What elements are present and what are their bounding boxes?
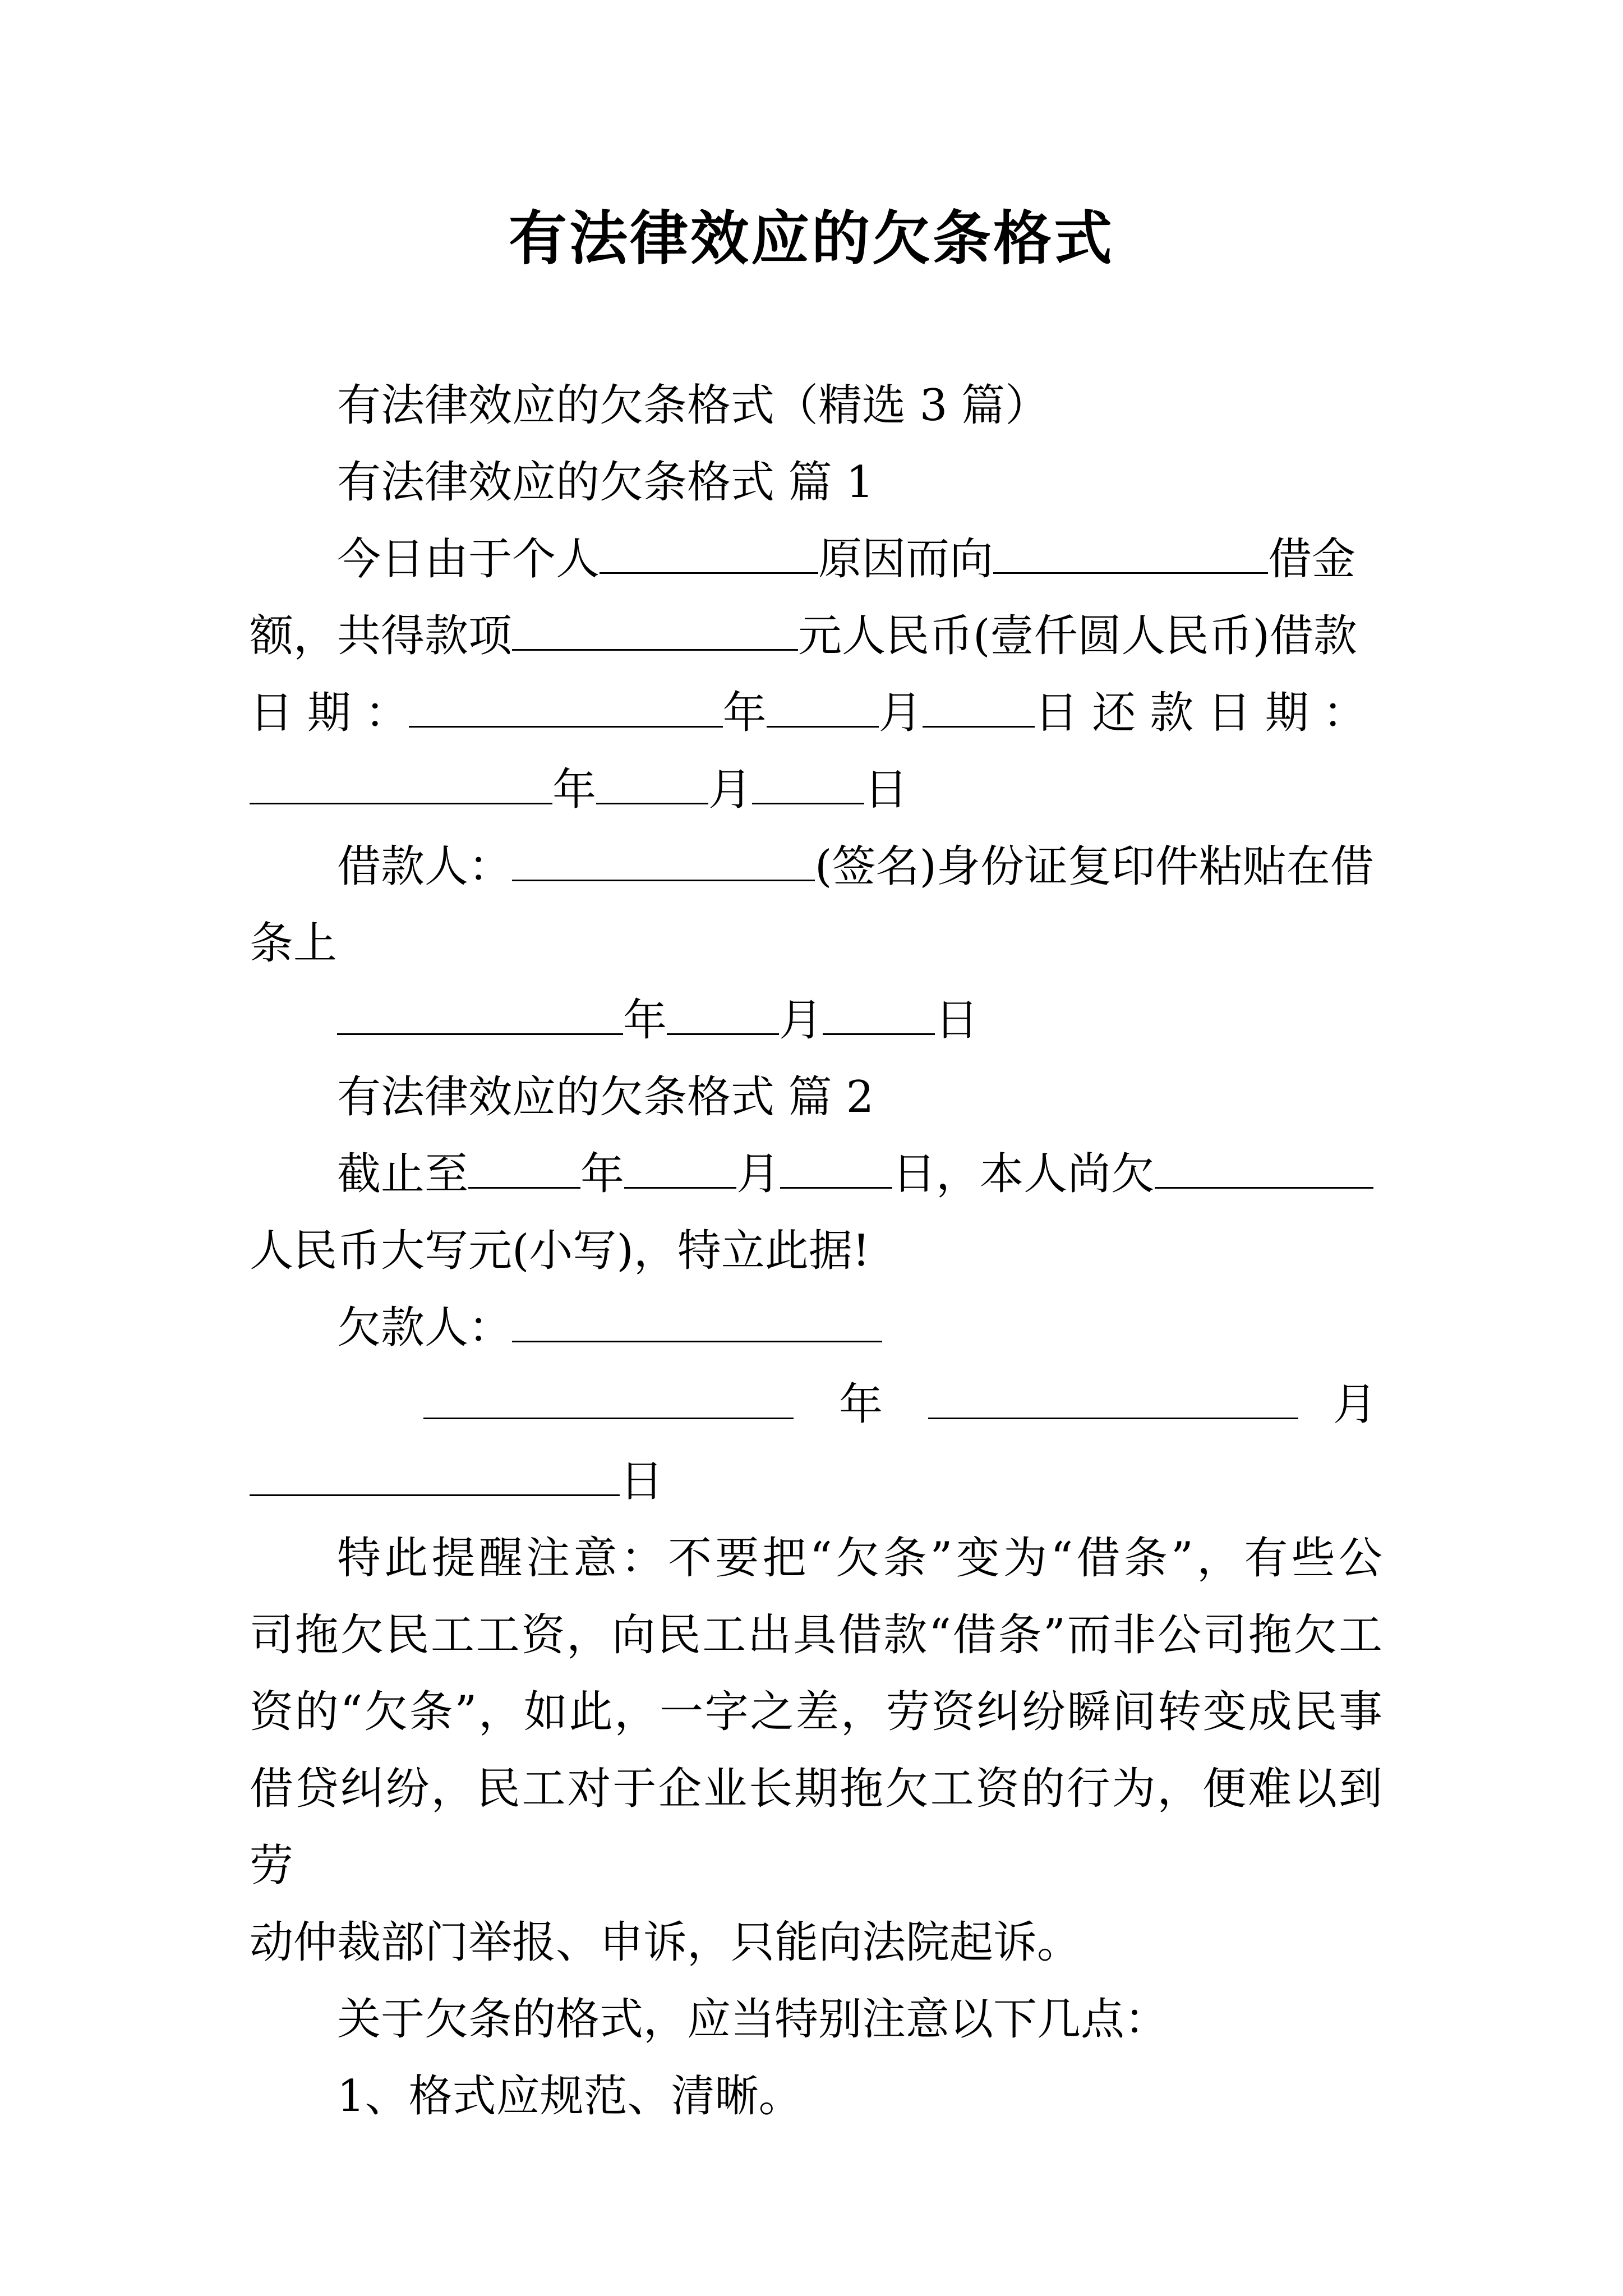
- blank-line: [993, 535, 1268, 574]
- blank-line: [409, 689, 723, 728]
- blank-line: [596, 766, 708, 804]
- blank-line: [624, 1150, 736, 1189]
- text: 年: [552, 765, 597, 815]
- page-title: 有法律效应的欠条格式: [508, 204, 1114, 273]
- text: 月: [736, 1149, 781, 1199]
- debt-line-2: 人民币大写元(小写)，特立此据!: [250, 1226, 870, 1276]
- date-line: [250, 982, 1382, 1059]
- text: 年: [580, 1149, 625, 1199]
- blank-line: [423, 1381, 794, 1419]
- blank-line: [337, 996, 623, 1035]
- loan-line-4: [250, 752, 1382, 829]
- text: 月: [708, 765, 753, 815]
- blank-line: [780, 1150, 892, 1189]
- text: 元人民币(壹仟圆人民币)借款: [798, 611, 1357, 661]
- borrower-line-cont: 条上: [250, 918, 338, 969]
- blank-line: [1155, 1150, 1373, 1189]
- debt-line-1: [250, 1136, 1382, 1213]
- text: 月: [878, 688, 923, 738]
- debtor-line: [250, 1290, 1382, 1366]
- text: 日，本人尚欠: [892, 1149, 1155, 1199]
- text: 日: [864, 765, 909, 815]
- text: 月: [779, 995, 823, 1046]
- borrower-line: [250, 829, 1382, 905]
- blank-line: [752, 766, 864, 804]
- loan-line-3: [250, 675, 1382, 752]
- notice-line-5: 动仲裁部门举报、申诉，只能向法院起诉。: [250, 1917, 1081, 1968]
- blank-line: [250, 766, 552, 804]
- section-heading-1: 有法律效应的欠条格式 篇 1: [337, 457, 874, 508]
- text: 日 还 款 日 期 ：: [1034, 688, 1367, 738]
- text: 日: [935, 995, 979, 1046]
- blank-line: [667, 996, 779, 1035]
- notice-line-2: 司拖欠民工工资，向民工出具借款“借条”而非公司拖欠工: [250, 1610, 1382, 1660]
- notice-line-3: 资的“欠条”，如此，一字之差，劳资纠纷瞬间转变成民事: [250, 1687, 1382, 1737]
- text: 借款人：: [337, 841, 513, 892]
- debt-date-line: [250, 1366, 1382, 1443]
- document-body: [250, 367, 1382, 2135]
- format-point-1: 1、格式应规范、清晰。: [337, 2071, 803, 2122]
- text: 年: [838, 1379, 883, 1430]
- text: 年: [722, 688, 767, 738]
- loan-line-1: [250, 521, 1382, 598]
- text: 日 期 ：: [250, 688, 409, 738]
- blank-line: [923, 689, 1035, 728]
- text: 今日由于个人: [337, 534, 600, 585]
- text: 欠款人：: [337, 1303, 513, 1353]
- blank-line: [767, 689, 879, 728]
- intro-line: 有法律效应的欠条格式（精选 3 篇）: [337, 380, 1049, 431]
- blank-line: [823, 996, 935, 1035]
- text: 日: [620, 1456, 664, 1507]
- blank-line: [512, 843, 815, 881]
- text: 原因而向: [818, 534, 994, 585]
- format-intro: 关于欠条的格式，应当特别注意以下几点：: [337, 1994, 1169, 2045]
- notice-line-4: 借贷纠纷，民工对于企业长期拖欠工资的行为，便难以到劳: [250, 1764, 1382, 1891]
- text: 年: [623, 995, 667, 1046]
- blank-line: [600, 535, 818, 574]
- text: 月: [1332, 1379, 1377, 1430]
- text: 截止至: [337, 1149, 469, 1199]
- text: 额，共得款项: [250, 611, 513, 661]
- section-heading-2: 有法律效应的欠条格式 篇 2: [337, 1072, 874, 1122]
- loan-line-2: [250, 598, 1382, 675]
- blank-line: [512, 1304, 882, 1342]
- notice-line-1: 特此提醒注意：不要把“欠条”变为“借条”，有些公: [337, 1533, 1382, 1584]
- debt-date-line-cont: [250, 1443, 1382, 1520]
- blank-line: [468, 1150, 580, 1189]
- blank-line: [250, 1457, 620, 1496]
- text: 借金: [1268, 534, 1356, 585]
- blank-line: [928, 1381, 1298, 1419]
- text: (签名)身份证复印件粘贴在借: [815, 841, 1374, 892]
- blank-line: [512, 612, 798, 651]
